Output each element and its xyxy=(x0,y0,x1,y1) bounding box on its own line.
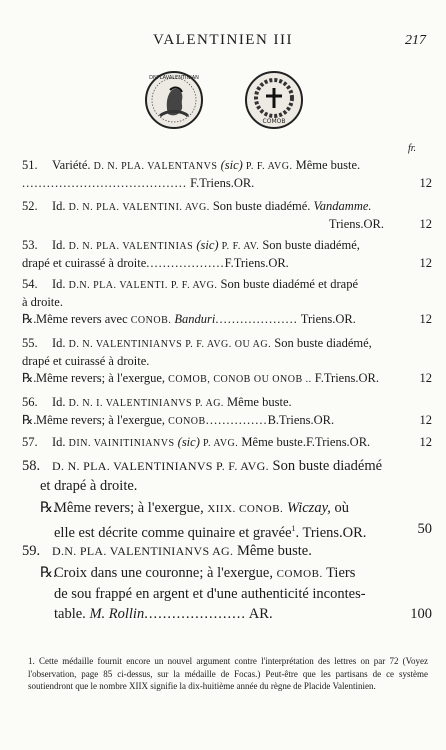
footnote-marker: 1. xyxy=(28,656,35,666)
footnote-ref: 1 xyxy=(291,524,296,533)
entry-51: 51. Variété. D. N. PLA. VALENTANVS (sic) P. F. AVG. Même buste. ........................................ F.Triens.OR. 12 xyxy=(22,158,432,190)
denomination: Triens.OR. xyxy=(300,312,356,326)
column-head-francs: fr. xyxy=(408,143,417,154)
page-number: 217 xyxy=(405,33,426,48)
entry-58-reverse: ℞.Même revers; à l'exergue, XIIX. CONOB. Wiczay, où elle est décrite comme quinaire et gravée$^1$. Triens.OR. 50 xyxy=(40,500,432,541)
svg-text:DNPLAVALENTINIAN: DNPLAVALENTINIAN xyxy=(149,75,199,81)
footnote-text: Cette médaille fournit encore un nouvel argument contre l'interprétation des lettres on par 72 (Voyez l'observation, page 85 ci-dessus, sur la médaille de Focas.) Peut-être que les partisans de ce système soutiendront que le nombre XIIX signifie la dix-huitième année du règne de Placide Valentinien. xyxy=(28,656,429,691)
entry-59-reverse: ℞.Croix dans une couronne; à l'exergue, COMOB. Tiers de sou frappé en argent et d'une authenticité incontes- table. M. Rollin...................... AR. 100 xyxy=(40,565,432,622)
entry-57: 57. Id. DIN. VAINITINIANVS (sic) P. AVG. Même buste.F.Triens.OR. 12 xyxy=(22,435,432,449)
entry-54-reverse: ℞.Même revers avec CONOB. Banduri.................... Triens.OR. 12 xyxy=(22,312,432,326)
svg-text:COMOB: COMOB xyxy=(262,118,286,125)
price: 12 xyxy=(419,256,432,270)
page-title: VALENTINIEN III xyxy=(152,32,294,48)
price: 12 xyxy=(419,312,432,326)
denomination: F.Triens.OR. xyxy=(190,176,255,190)
entry-55: 55. Id. D. N. VALENTINIANVS P. F. AVG. OU AG. Son buste diadémé, drapé et cuirassé à droite. xyxy=(22,336,372,368)
price: 12 xyxy=(419,217,432,231)
coin-illustrations xyxy=(0,68,446,138)
denomination: F.Triens.OR. xyxy=(224,256,289,270)
coin-reverse-image xyxy=(244,70,304,130)
entry-59: 59. D.N. PLA. VALENTINIANVS AG. Même buste. xyxy=(22,543,312,559)
coin-obverse-image xyxy=(144,70,204,130)
entry-53: 53. Id. D. N. PLA. VALENTINIAS (sic) P. F. AV. Son buste diadémé, drapé et cuirassé à droite...................F.Triens.OR. 12 xyxy=(22,238,432,270)
denomination: Triens.OR. xyxy=(328,217,384,231)
leader-dots: ........................................ xyxy=(22,176,187,190)
reverse-symbol: ℞. xyxy=(22,312,37,326)
entry-number: 51. xyxy=(22,158,38,172)
denomination: F.Triens.OR. xyxy=(314,371,379,385)
entry-58: 58. D. N. PLA. VALENTINIANVS P. F. AVG. Son buste diadémé et drapé à droite. xyxy=(22,458,383,494)
entry-52: 52. Id. D. N. PLA. VALENTINI. AVG. Son buste diadémé. Vandamme. Triens.OR. 12 xyxy=(22,199,432,231)
denomination: . Triens.OR. xyxy=(295,524,367,541)
entry-56-reverse: ℞.Même revers; à l'exergue, CONOB...............B.Triens.OR. 12 xyxy=(22,413,432,427)
denomination: F.Triens.OR. xyxy=(305,435,371,449)
price: 100 xyxy=(410,606,432,622)
denomination: B.Triens.OR. xyxy=(267,413,335,427)
price: 12 xyxy=(419,371,432,385)
footnote xyxy=(28,655,428,693)
price: 12 xyxy=(419,435,432,449)
entry-54: 54. Id. D.N. PLA. VALENTI. P. F. AVG. Son buste diadémé et drapé à droite. xyxy=(22,277,358,309)
price: 12 xyxy=(419,413,432,427)
page-header xyxy=(0,32,446,52)
price: 50 xyxy=(417,521,432,537)
price: 12 xyxy=(419,176,432,190)
entry-56: 56. Id. D. N. I. VALENTINIANVS P. AG. Même buste. xyxy=(22,395,292,409)
entry-55-reverse: ℞.Même revers; à l'exergue, COMOB, CONOB OU ONOB .. F.Triens.OR. 12 xyxy=(22,371,432,385)
